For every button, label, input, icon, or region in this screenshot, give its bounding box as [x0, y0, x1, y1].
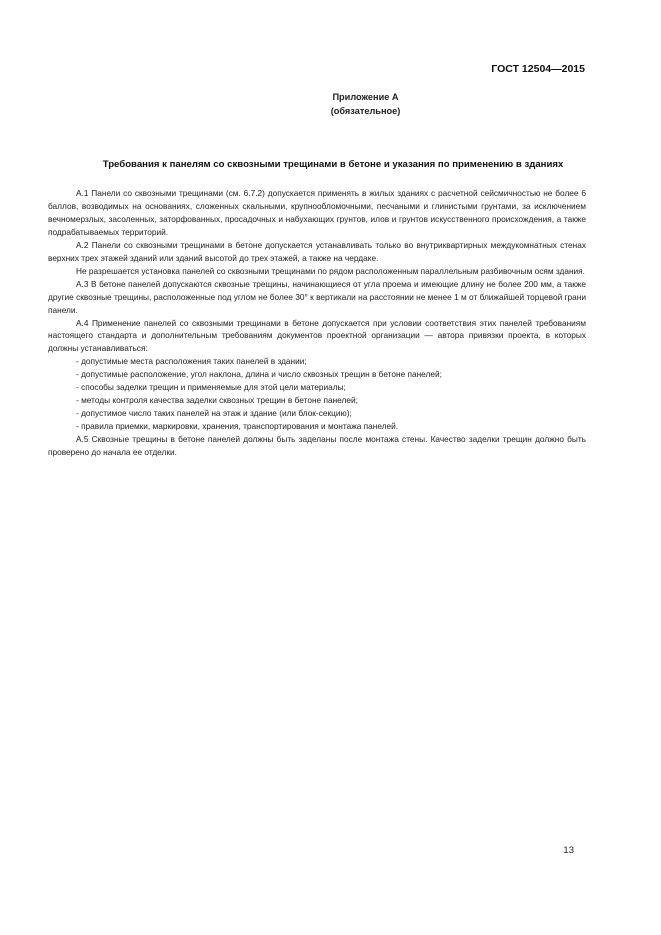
list-item: - допустимые места расположения таких панелей в здании;: [76, 356, 307, 367]
document-code: ГОСТ 12504—2015: [491, 63, 585, 75]
appendix-heading: Приложение А: [332, 92, 399, 102]
paragraph-a1: А.1 Панели со сквозными трещинами (см. 6.7.2) допускается применять в жилых зданиях с расчетной сейсмичностью не более 6 баллов, возводимых на основаниях, сложенных скальными, крупнообломочными, песчаными и глинистыми грунтами, за исключением вечномерзлых, засоленных, заторфованных, просадочных и набухающих грунтов, илов и грунтов искусственного происхождения, а также подрабатываемых территорий.: [48, 188, 586, 237]
document-body: [48, 187, 586, 459]
paragraph-a5: А.5 Сквозные трещины в бетоне панелей должны быть заделаны после монтажа стены. Качество заделки трещин должно быть проверено до начала ее отделки.: [48, 434, 586, 458]
appendix-status: (обязательное): [330, 106, 401, 116]
list-item: - методы контроля качества заделки сквозных трещин в бетоне панелей;: [76, 395, 358, 406]
paragraph-a2: А.2 Панели со сквозными трещинами в бетоне допускается устанавливать только во внутриквартирных междукомнатных стенах верхних трех этажей зданий или зданий высотой до трех этажей, а также на чердаке.: [48, 239, 586, 263]
section-title: Требования к панелям со сквозными трещинами в бетоне и указания по применению в зданиях: [102, 159, 564, 170]
list-item: - допустимое число таких панелей на этаж и здание (или блок-секцию);: [76, 408, 352, 419]
page-number: 13: [563, 845, 574, 856]
appendix-header: [0, 90, 661, 118]
list-item: - способы заделки трещин и применяемые для этой цели материалы;: [76, 382, 346, 393]
paragraph-a2-note: Не разрешается установка панелей со сквозными трещинами по рядом расположенным параллельным разбивочным осям здания.: [76, 265, 585, 276]
paragraph-a4: А.4 Применение панелей со сквозными трещинами в бетоне допускается при условии соответствия этих панелей требованиям настоящего стандарта и дополнительным требованиям документов проектной организации — автора привязки проекта, в которых должны устанавливаться:: [48, 317, 586, 354]
list-item: - допустимые расположение, угол наклона, длина и число сквозных трещин в бетоне панелей;: [76, 369, 442, 380]
paragraph-a3: А.3 В бетоне панелей допускаются сквозные трещины, начинающиеся от угла проема и имеющие длину не более 200 мм, а также другие сквозные трещины, расположенные под углом не более 30° к вертикали на расстоянии не менее 1 м от ближайшей торцевой грани панели.: [48, 278, 586, 315]
list-item: - правила приемки, маркировки, хранения, транспортирования и монтажа панелей.: [76, 421, 399, 432]
